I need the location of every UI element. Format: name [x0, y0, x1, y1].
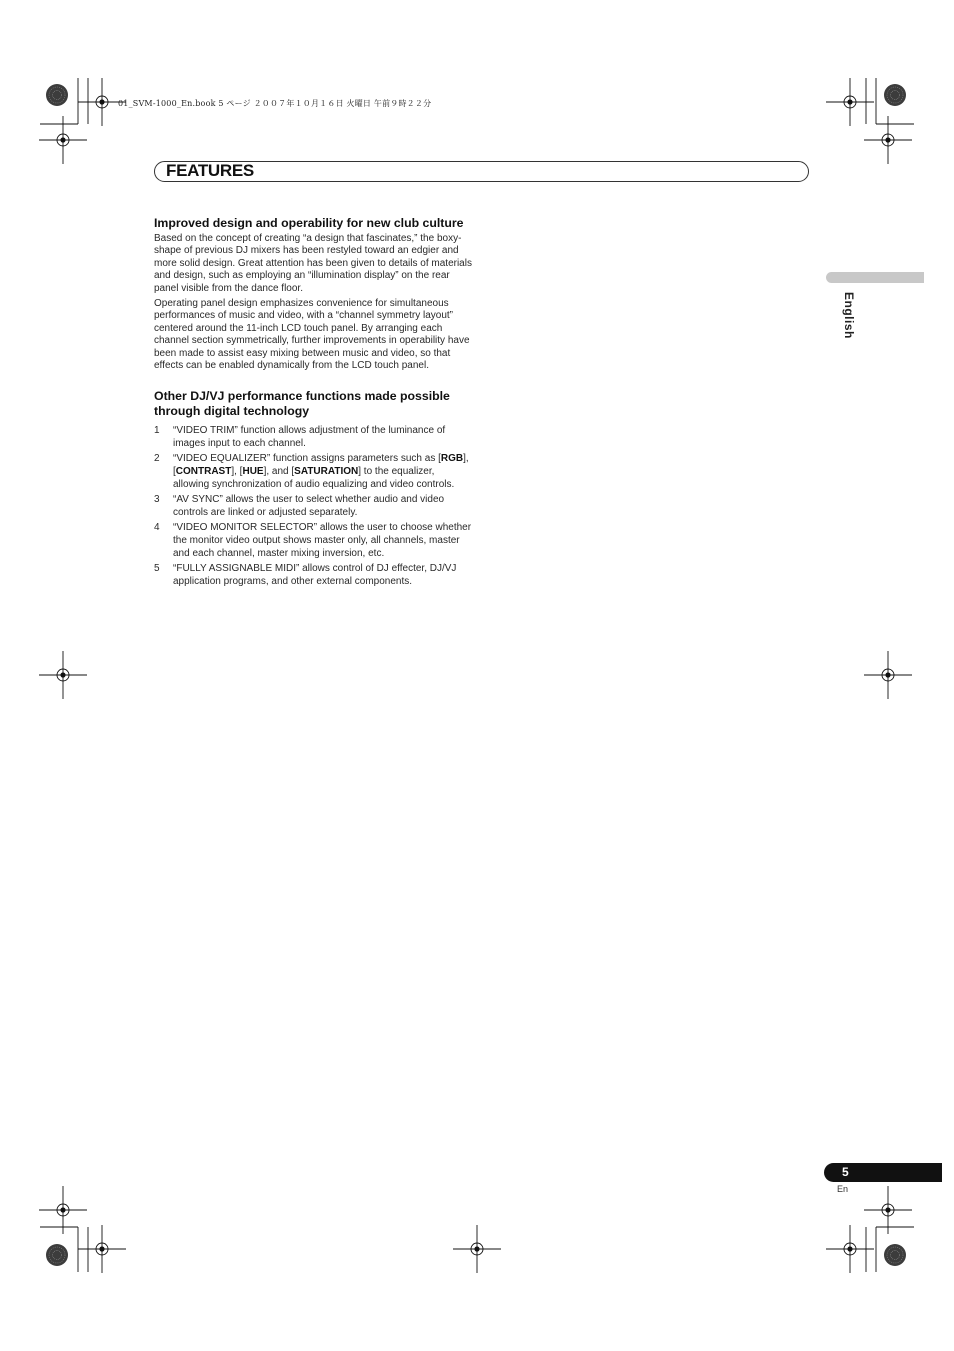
list-number: 2 — [154, 452, 160, 464]
list-text: “FULLY ASSIGNABLE MIDI” allows control of DJ effecter, DJ/VJ application programs, and other external components. — [173, 562, 457, 587]
text-run: ] to the equalizer, allowing synchronization of audio equalizing and video controls. — [173, 465, 455, 490]
list-text: “VIDEO MONITOR SELECTOR” allows the user to choose whether the monitor video output shows master only, all channels, master and each channel, master mixing inversion, etc. — [173, 521, 472, 559]
list-item — [154, 452, 472, 491]
feature-list — [154, 424, 472, 588]
text-run: ], [ — [173, 452, 469, 477]
list-text: “VIDEO TRIM” function allows adjustment of the luminance of images input to each channel. — [173, 424, 446, 449]
list-text — [173, 452, 472, 491]
list-number: 5 — [154, 562, 160, 574]
keyword-saturation: SATURATION — [294, 465, 359, 477]
keyword-hue: HUE — [242, 465, 264, 477]
list-number: 4 — [154, 521, 160, 533]
list-item — [154, 562, 472, 588]
list-number: 1 — [154, 424, 160, 436]
chapter-title-bar — [154, 161, 809, 182]
chapter-title: FEATURES — [166, 161, 254, 180]
list-item — [154, 493, 472, 519]
text-run: ], [ — [231, 465, 243, 477]
section-functions — [154, 389, 472, 588]
keyword-contrast: CONTRAST — [175, 465, 232, 477]
list-number: 3 — [154, 493, 160, 505]
page-number-tab — [824, 1163, 942, 1182]
paragraph: Based on the concept of creating “a design that fascinates,” the boxy-shape of previous DJ mixers has been restyled toward an edgier and more solid design. Great attention has been given to details of materials and design, such as employing an “illumination display” on the rear panel visible from the dance floor. — [154, 232, 472, 294]
list-item — [154, 424, 472, 450]
print-header: 01_SVM-1000_En.book 5 ページ ２００７年１０月１６日 火曜日 午前９時２２分 — [118, 99, 432, 108]
section-heading: Other DJ/VJ performance functions made possible through digital technology — [154, 388, 450, 418]
main-content — [154, 216, 472, 590]
page-language: En — [837, 1184, 849, 1194]
list-text: “AV SYNC” allows the user to select whether audio and video controls are linked or adjusted separately. — [173, 493, 445, 518]
text-run: “VIDEO EQUALIZER” function assigns parameters such as [ — [173, 452, 441, 464]
list-item — [154, 521, 472, 560]
section-heading: Improved design and operability for new club culture — [154, 216, 464, 230]
text-run: ], and [ — [263, 465, 295, 477]
keyword-rgb: RGB — [440, 452, 464, 464]
paragraph: Operating panel design emphasizes convenience for simultaneous performances of music and video, with a “channel symmetry layout” centered around the 11-inch LCD touch panel. By arranging each channel section symmetrically, further improvements in operability have been made to assist easy mixing between music and video, so that effects can be enabled dynamically from the LCD touch panel. — [154, 297, 470, 371]
page-number: 5 — [842, 1165, 849, 1179]
language-label: English — [842, 292, 856, 339]
section-design — [154, 216, 472, 373]
language-tab — [826, 272, 924, 283]
